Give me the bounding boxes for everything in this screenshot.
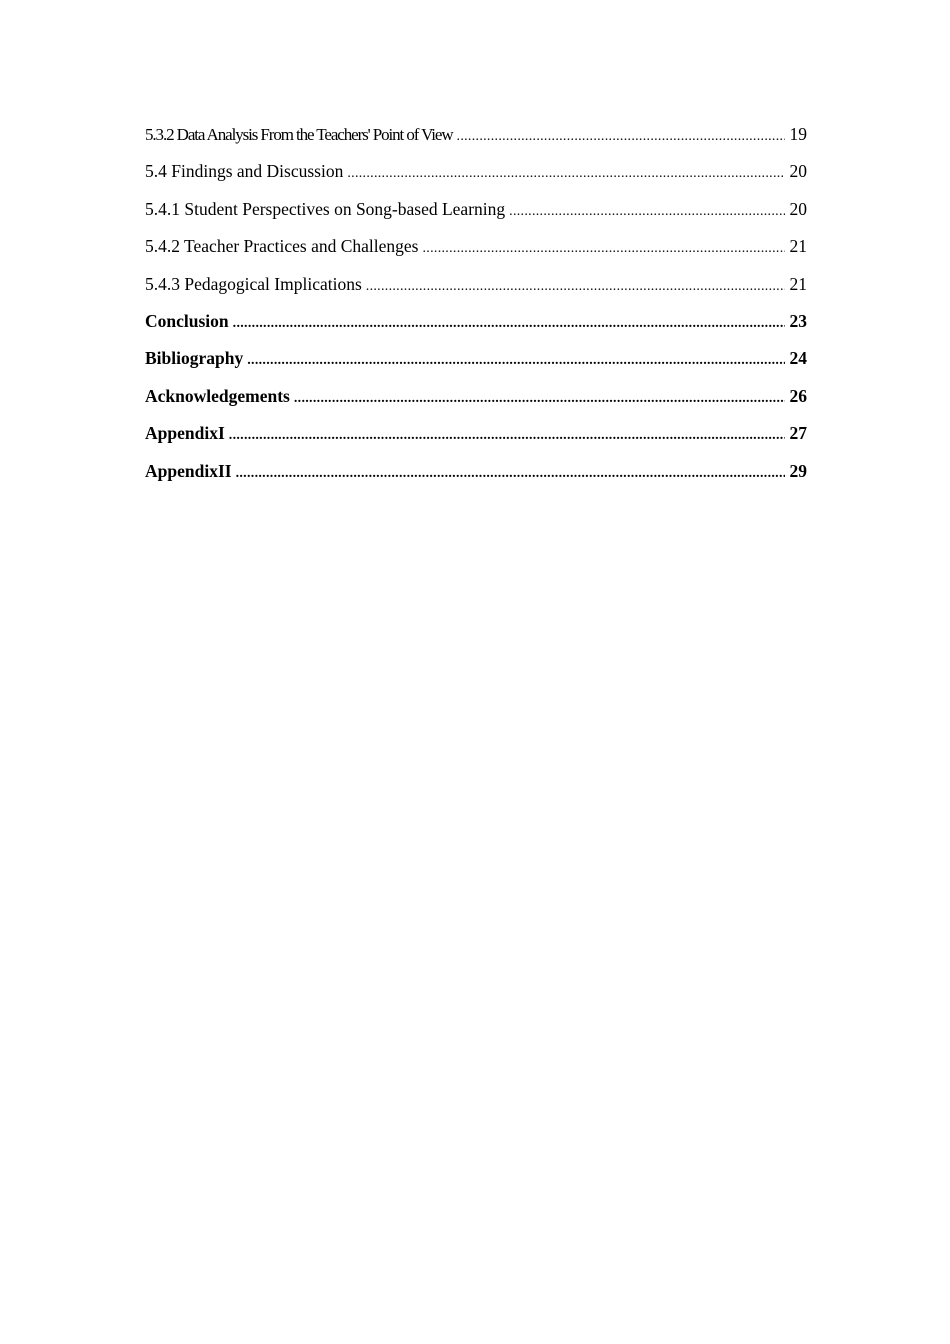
- toc-entry-page-number: 24: [789, 348, 807, 369]
- toc-entry-bibliography[interactable]: [145, 345, 807, 382]
- toc-entry-page-number: 21: [789, 273, 807, 294]
- toc-entry-page-number: 20: [789, 198, 807, 219]
- dot-leader: [247, 348, 785, 374]
- toc-entry-acknowledgements[interactable]: [145, 383, 807, 420]
- toc-entry-title: 5.3.2 Data Analysis From the Teachers' Point of View: [145, 125, 453, 144]
- toc-entry-title: Conclusion: [145, 310, 229, 331]
- dot-leader: [509, 199, 785, 225]
- toc-entry-5-4[interactable]: [145, 158, 807, 195]
- toc-entry-title: AppendixI: [145, 423, 225, 444]
- toc-entry-page-number: 26: [789, 385, 807, 406]
- dot-leader: [366, 274, 785, 300]
- toc-entry-title: 5.4.3 Pedagogical Implications: [145, 273, 362, 294]
- toc-entry-5-4-1[interactable]: [145, 196, 807, 233]
- toc-entry-title: AppendixII: [145, 460, 232, 481]
- toc-entry-appendix-ii[interactable]: [145, 458, 807, 495]
- toc-entry-page-number: 27: [789, 423, 807, 444]
- toc-entry-conclusion[interactable]: [145, 308, 807, 345]
- dot-leader: [233, 311, 785, 337]
- toc-entry-5-4-3[interactable]: [145, 271, 807, 308]
- toc-entry-title: 5.4 Findings and Discussion: [145, 161, 344, 182]
- toc-entry-page-number: 29: [789, 460, 807, 481]
- dot-leader: [229, 423, 785, 449]
- toc-entry-title: Acknowledgements: [145, 385, 290, 406]
- table-of-contents: [145, 121, 807, 495]
- dot-leader: [236, 461, 785, 487]
- toc-entry-5-3-2[interactable]: [145, 121, 807, 158]
- toc-entry-title: 5.4.2 Teacher Practices and Challenges: [145, 236, 419, 257]
- toc-entry-page-number: 20: [789, 161, 807, 182]
- toc-entry-5-4-2[interactable]: [145, 233, 807, 270]
- toc-entry-title: 5.4.1 Student Perspectives on Song-based Learning: [145, 198, 506, 219]
- dot-leader: [347, 161, 785, 187]
- dot-leader: [457, 124, 785, 150]
- dot-leader: [294, 386, 785, 412]
- toc-entry-title: Bibliography: [145, 348, 244, 369]
- toc-entry-appendix-i[interactable]: [145, 420, 807, 457]
- toc-entry-page-number: 23: [789, 310, 807, 331]
- toc-entry-page-number: 21: [789, 236, 807, 257]
- toc-entry-page-number: 19: [789, 124, 807, 144]
- dot-leader: [423, 236, 786, 262]
